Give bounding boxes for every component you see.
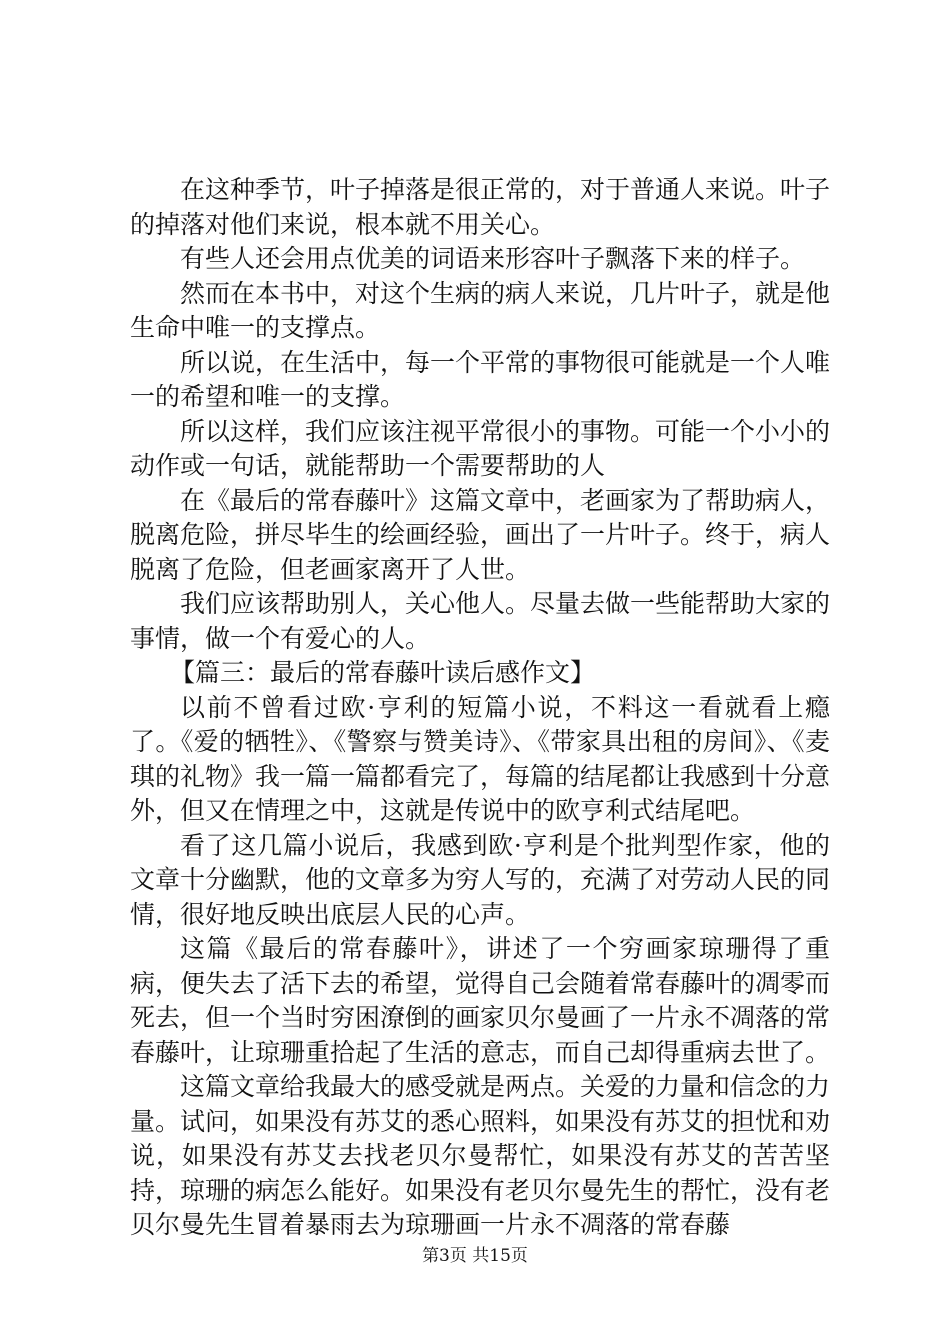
paragraph: 然而在本书中，对这个生病的病人来说，几片叶子，就是他生命中唯一的支撑点。	[130, 278, 831, 342]
paragraph: 我们应该帮助别人，关心他人。尽量去做一些能帮助大家的事情，做一个有爱心的人。	[130, 589, 831, 653]
paragraph: 所以这样，我们应该注视平常很小的事物。可能一个小小的动作或一句话，就能帮助一个需要帮助的人	[130, 416, 831, 480]
paragraph: 这篇文章给我最大的感受就是两点。关爱的力量和信念的力量。试问，如果没有苏艾的悉心照料，如果没有苏艾的担忧和劝说，如果没有苏艾去找老贝尔曼帮忙，如果没有苏艾的苦苦坚持，琼珊的病怎么能好。如果没有老贝尔曼先生的帮忙，没有老贝尔曼先生冒着暴雨去为琼珊画一片永不凋落的常春藤	[130, 1072, 831, 1239]
page-number-footer: 第3页 共15页	[422, 1246, 528, 1266]
paragraph: 所以说，在生活中，每一个平常的事物很可能就是一个人唯一的希望和唯一的支撑。	[130, 347, 831, 411]
paragraph: 看了这几篇小说后，我感到欧·亨利是个批判型作家，他的文章十分幽默，他的文章多为穷人写的，充满了对劳动人民的同情，很好地反映出底层人民的心声。	[130, 830, 831, 929]
paragraph: 在这种季节，叶子掉落是很正常的，对于普通人来说。叶子的掉落对他们来说，根本就不用关心。	[130, 175, 831, 239]
paragraph: 在《最后的常春藤叶》这篇文章中，老画家为了帮助病人，脱离危险，拼尽毕生的绘画经验，画出了一片叶子。终于，病人脱离了危险，但老画家离开了人世。	[130, 485, 831, 584]
paragraph: 这篇《最后的常春藤叶》，讲述了一个穷画家琼珊得了重病，便失去了活下去的希望，觉得自己会随着常春藤叶的凋零而死去，但一个当时穷困潦倒的画家贝尔曼画了一片永不凋落的常春藤叶，让琼珊重拾起了生活的意志，而自己却得重病去世了。	[130, 934, 831, 1067]
paragraph: 有些人还会用点优美的词语来形容叶子飘落下来的样子。	[180, 244, 806, 273]
document-body	[130, 173, 830, 1243]
paragraph: 以前不曾看过欧·亨利的短篇小说，不料这一看就看上瘾了。《爱的牺牲》、《警察与赞美诗》、《带家具出租的房间》、《麦琪的礼物》我一篇一篇都看完了，每篇的结尾都让我感到十分意外，但又在情理之中，这就是传说中的欧亨利式结尾吧。	[130, 692, 831, 825]
section-heading: 【篇三：最后的常春藤叶读后感作文】	[170, 658, 596, 687]
